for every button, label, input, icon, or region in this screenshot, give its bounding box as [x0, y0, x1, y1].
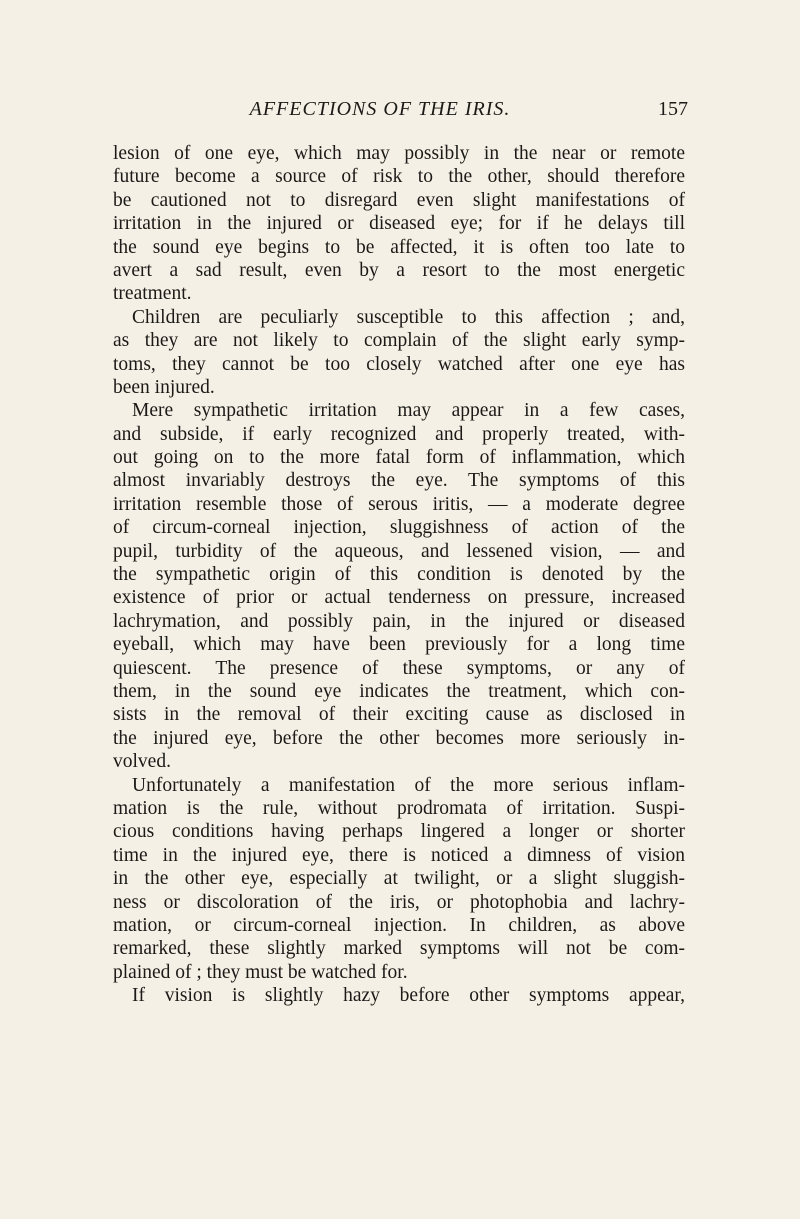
- text-line: cious conditions having perhaps lingered a longer or shorter: [113, 821, 685, 843]
- text-line: irritation in the injured or diseased eye; for if he delays till: [113, 213, 685, 235]
- running-head: AFFECTIONS OF THE IRIS.: [249, 98, 511, 120]
- page-header: [0, 98, 800, 128]
- text-line: sists in the removal of their exciting cause as disclosed in: [113, 704, 685, 726]
- text-line: lachrymation, and possibly pain, in the injured or diseased: [113, 610, 685, 632]
- text-line: future become a source of risk to the other, should therefore: [113, 166, 685, 188]
- text-line: the injured eye, before the other becomes more seriously in-: [113, 727, 685, 749]
- text-line: be cautioned not to disregard even slight manifestations of: [113, 189, 685, 211]
- text-line: as they are not likely to complain of the slight early symp-: [113, 330, 685, 352]
- page-number: 157: [658, 98, 688, 120]
- text-line: mation is the rule, without prodromata of irritation. Suspi-: [113, 797, 685, 819]
- text-line: avert a sad result, even by a resort to the most energetic: [113, 259, 685, 281]
- text-line: If vision is slightly hazy before other symptoms appear,: [132, 985, 685, 1007]
- text-line: ness or discoloration of the iris, or photophobia and lachry-: [113, 891, 685, 913]
- text-line: mation, or circum-corneal injection. In children, as above: [113, 914, 685, 936]
- text-line: almost invariably destroys the eye. The symptoms of this: [113, 470, 685, 492]
- text-line: treatment.: [113, 283, 192, 305]
- text-line: plained of ; they must be watched for.: [113, 961, 408, 983]
- text-line: eyeball, which may have been previously for a long time: [113, 634, 685, 656]
- text-line: lesion of one eye, which may possibly in the near or remote: [113, 143, 685, 164]
- text-line: Children are peculiarly susceptible to this affection ; and,: [132, 306, 685, 328]
- text-line: in the other eye, especially at twilight, or a slight sluggish-: [113, 868, 685, 890]
- text-line: existence of prior or actual tenderness on pressure, increased: [113, 587, 685, 609]
- text-line: pupil, turbidity of the aqueous, and lessened vision, — and: [113, 540, 685, 562]
- text-line: remarked, these slightly marked symptoms will not be com-: [113, 938, 685, 960]
- text-line: Mere sympathetic irritation may appear in a few cases,: [132, 400, 685, 422]
- text-line: of circum-corneal injection, sluggishness of action of the: [113, 517, 685, 539]
- text-line: the sound eye begins to be affected, it is often too late to: [113, 236, 685, 258]
- text-line: toms, they cannot be too closely watched after one eye has: [113, 353, 685, 375]
- text-line: time in the injured eye, there is noticed a dimness of vision: [113, 844, 685, 866]
- text-line: the sympathetic origin of this condition is denoted by the: [113, 564, 685, 586]
- text-line: irritation resemble those of serous iritis, — a moderate degree: [113, 493, 685, 515]
- text-line: quiescent. The presence of these symptoms, or any of: [113, 657, 685, 679]
- text-line: out going on to the more fatal form of inflammation, which: [113, 447, 685, 469]
- text-line: been injured.: [113, 376, 215, 398]
- text-line: them, in the sound eye indicates the treatment, which con-: [113, 680, 685, 702]
- text-line: and subside, if early recognized and properly treated, with-: [113, 423, 685, 445]
- body-text: [113, 142, 685, 1007]
- text-line: Unfortunately a manifestation of the more serious inflam-: [132, 774, 685, 796]
- text-line: volved.: [113, 751, 171, 773]
